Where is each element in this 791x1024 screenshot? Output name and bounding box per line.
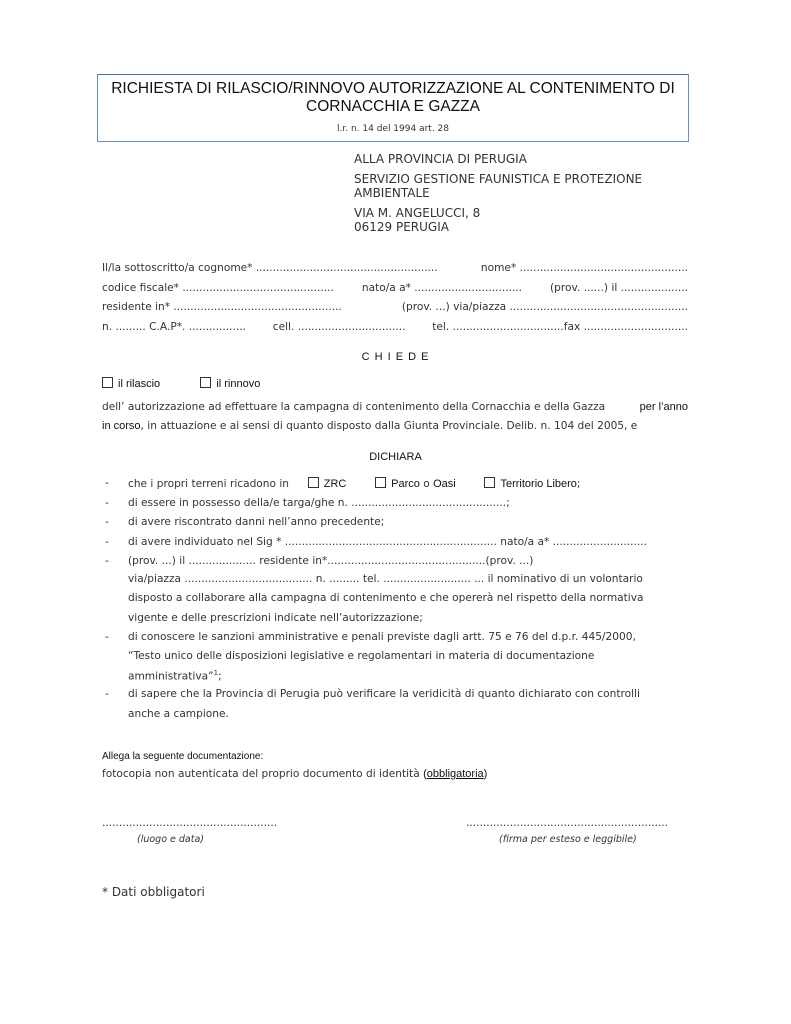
rinnovo-label: il rinnovo — [216, 378, 261, 390]
bullet-dash: - — [105, 536, 109, 548]
place-date-label: (luogo e data) — [137, 834, 205, 845]
parco-label: Parco — [391, 478, 420, 490]
request-text: dell’ autorizzazione ad effettuare la campagna di contenimento della Cornacchia e della Gazza — [102, 401, 606, 413]
applicant-row-2 — [102, 282, 688, 294]
territorio-label: Territorio Libero — [500, 478, 577, 490]
bullet-dash: - — [105, 555, 109, 567]
mobile-field[interactable]: cell. ................................ — [272, 321, 406, 333]
land-text: che i propri terreni ricadono in — [128, 478, 290, 490]
declaration-item-2[interactable]: di essere in possesso della/e targa/ghe n. ..............................................; — [128, 497, 510, 509]
declaration-item-5[interactable]: (prov. ...) il .................... residente in*...............................................(prov. ...) — [128, 555, 534, 567]
attachments-heading: Allega la seguente documentazione: — [102, 751, 264, 762]
declaration-item-6-line-3 — [128, 669, 222, 683]
checkbox-territorio[interactable] — [484, 478, 580, 490]
recipient-line-3: AMBIENTALE — [354, 186, 430, 200]
declaration-item-3: di avere riscontrato danni nell’anno precedente; — [128, 516, 385, 528]
checkbox-rinnovo[interactable] — [200, 378, 260, 390]
request-options — [102, 377, 260, 390]
checkbox-icon[interactable] — [200, 377, 211, 388]
declaration-item-6-line-2: “Testo unico delle disposizioni legislative e regolamentari in materia di documentazione — [128, 650, 595, 662]
paren-open: ( — [423, 768, 427, 780]
title-box — [97, 74, 689, 142]
applicant-row-3 — [102, 301, 688, 313]
rilascio-label: il rilascio — [118, 378, 161, 390]
declaration-item-5-line-4: vigente e delle prescrizioni indicate nell’autorizzazione; — [128, 612, 423, 624]
title-line-2: CORNACCHIA E GAZZA — [306, 98, 480, 115]
semicolon: ; — [576, 478, 581, 490]
request-current-text: in corso — [102, 420, 141, 432]
request-heading: C H I E D E — [361, 351, 430, 363]
semicolon: ; — [218, 670, 222, 683]
checkbox-zrc[interactable] — [308, 478, 347, 490]
recipient-line-1: ALLA PROVINCIA DI PERUGIA — [354, 152, 527, 166]
checkbox-icon[interactable] — [308, 477, 319, 488]
bullet-dash: - — [105, 516, 109, 528]
recipient-line-4: VIA M. ANGELUCCI, 8 — [354, 206, 481, 220]
checkbox-rilascio[interactable] — [102, 378, 160, 390]
request-year-text: per l’anno — [639, 401, 688, 413]
residence-field[interactable]: residente in* .................................................. — [102, 301, 342, 313]
checkbox-parco-oasi[interactable] — [375, 478, 456, 490]
declaration-item-6: di conoscere le sanzioni amministrative e penali previste dagli artt. 75 e 76 del d.p.r. 445/2000, — [128, 631, 636, 643]
phone-fax-field[interactable]: tel. .................................fax ............................... — [432, 321, 688, 333]
applicant-row-1 — [102, 262, 688, 274]
recipient-line-2: SERVIZIO GESTIONE FAUNISTICA E PROTEZIONE — [354, 172, 643, 186]
declaration-item-4[interactable]: di avere individuato nel Sig * ............................................................... nato/a a* ............................ — [128, 536, 647, 548]
oasi-label: Oasi — [433, 478, 456, 490]
checkbox-icon[interactable] — [375, 477, 386, 488]
declaration-item-5-line-2[interactable]: via/piazza ...................................... n. ......... tel. .......................... ... il nominativo di un volontario — [128, 573, 643, 585]
signature-label: (firma per esteso e leggibile) — [499, 834, 637, 845]
act-title-end: amministrativa” — [128, 670, 214, 683]
request-body-line-2 — [102, 420, 637, 432]
checkbox-icon[interactable] — [102, 377, 113, 388]
declaration-item-5-line-3: disposto a collaborare alla campagna di contenimento e che opererà nel rispetto della normativa — [128, 592, 644, 604]
declaration-item-7: di sapere che la Provincia di Perugia può verificare la veridicità di quanto dichiarato con controlli — [128, 688, 640, 700]
birthplace-field[interactable]: nato/a a* ................................ — [361, 282, 523, 294]
street-field[interactable]: (prov. ...) via/piazza ..................................................... — [401, 301, 688, 313]
applicant-row-4 — [102, 321, 688, 333]
signature-field[interactable]: ............................................................ — [466, 817, 669, 829]
paren-close: ) — [483, 768, 488, 780]
bullet-dash: - — [105, 631, 109, 643]
number-cap-field[interactable]: n. ......... C.A.P*. ................. — [102, 321, 246, 333]
zrc-label: ZRC — [323, 478, 347, 490]
bullet-dash: - — [105, 497, 109, 509]
declaration-item-1 — [128, 477, 580, 490]
place-date-field[interactable]: .................................................... — [102, 817, 278, 829]
birth-province-date-field[interactable]: (prov. ......) il .................... — [550, 282, 688, 294]
bullet-dash: - — [105, 688, 109, 700]
declaration-heading: DICHIARA — [369, 451, 422, 463]
mandatory-label: obbligatoria — [426, 768, 484, 780]
attachments-item — [102, 768, 487, 780]
surname-field[interactable]: Il/la sottoscritto/a cognome* ...................................................... — [102, 262, 438, 274]
law-reference: l.r. n. 14 del 1994 art. 28 — [337, 124, 449, 134]
title-line-1: RICHIESTA DI RILASCIO/RINNOVO AUTORIZZAZIONE AL CONTENIMENTO DI — [111, 80, 675, 97]
fiscal-code-field[interactable]: codice fiscale* ............................................. — [102, 282, 334, 294]
footnote-marker[interactable]: 1 — [213, 669, 219, 677]
attachment-text: fotocopia non autenticata del proprio documento di identità — [102, 768, 420, 780]
mandatory-note: * Dati obbligatori — [102, 885, 205, 899]
recipient-line-5: 06129 PERUGIA — [354, 220, 449, 234]
bullet-dash: - — [105, 477, 109, 489]
request-body-line-1 — [102, 401, 688, 413]
request-text-cont: , in attuazione e ai sensi di quanto disposto dalla Giunta Provinciale. Delib. n. 104 del 2005, e — [140, 420, 638, 432]
name-field[interactable]: nome* .................................................. — [480, 262, 688, 274]
declaration-item-7-line-2: anche a campione. — [128, 708, 229, 720]
or-label: o — [423, 478, 430, 490]
checkbox-icon[interactable] — [484, 477, 495, 488]
